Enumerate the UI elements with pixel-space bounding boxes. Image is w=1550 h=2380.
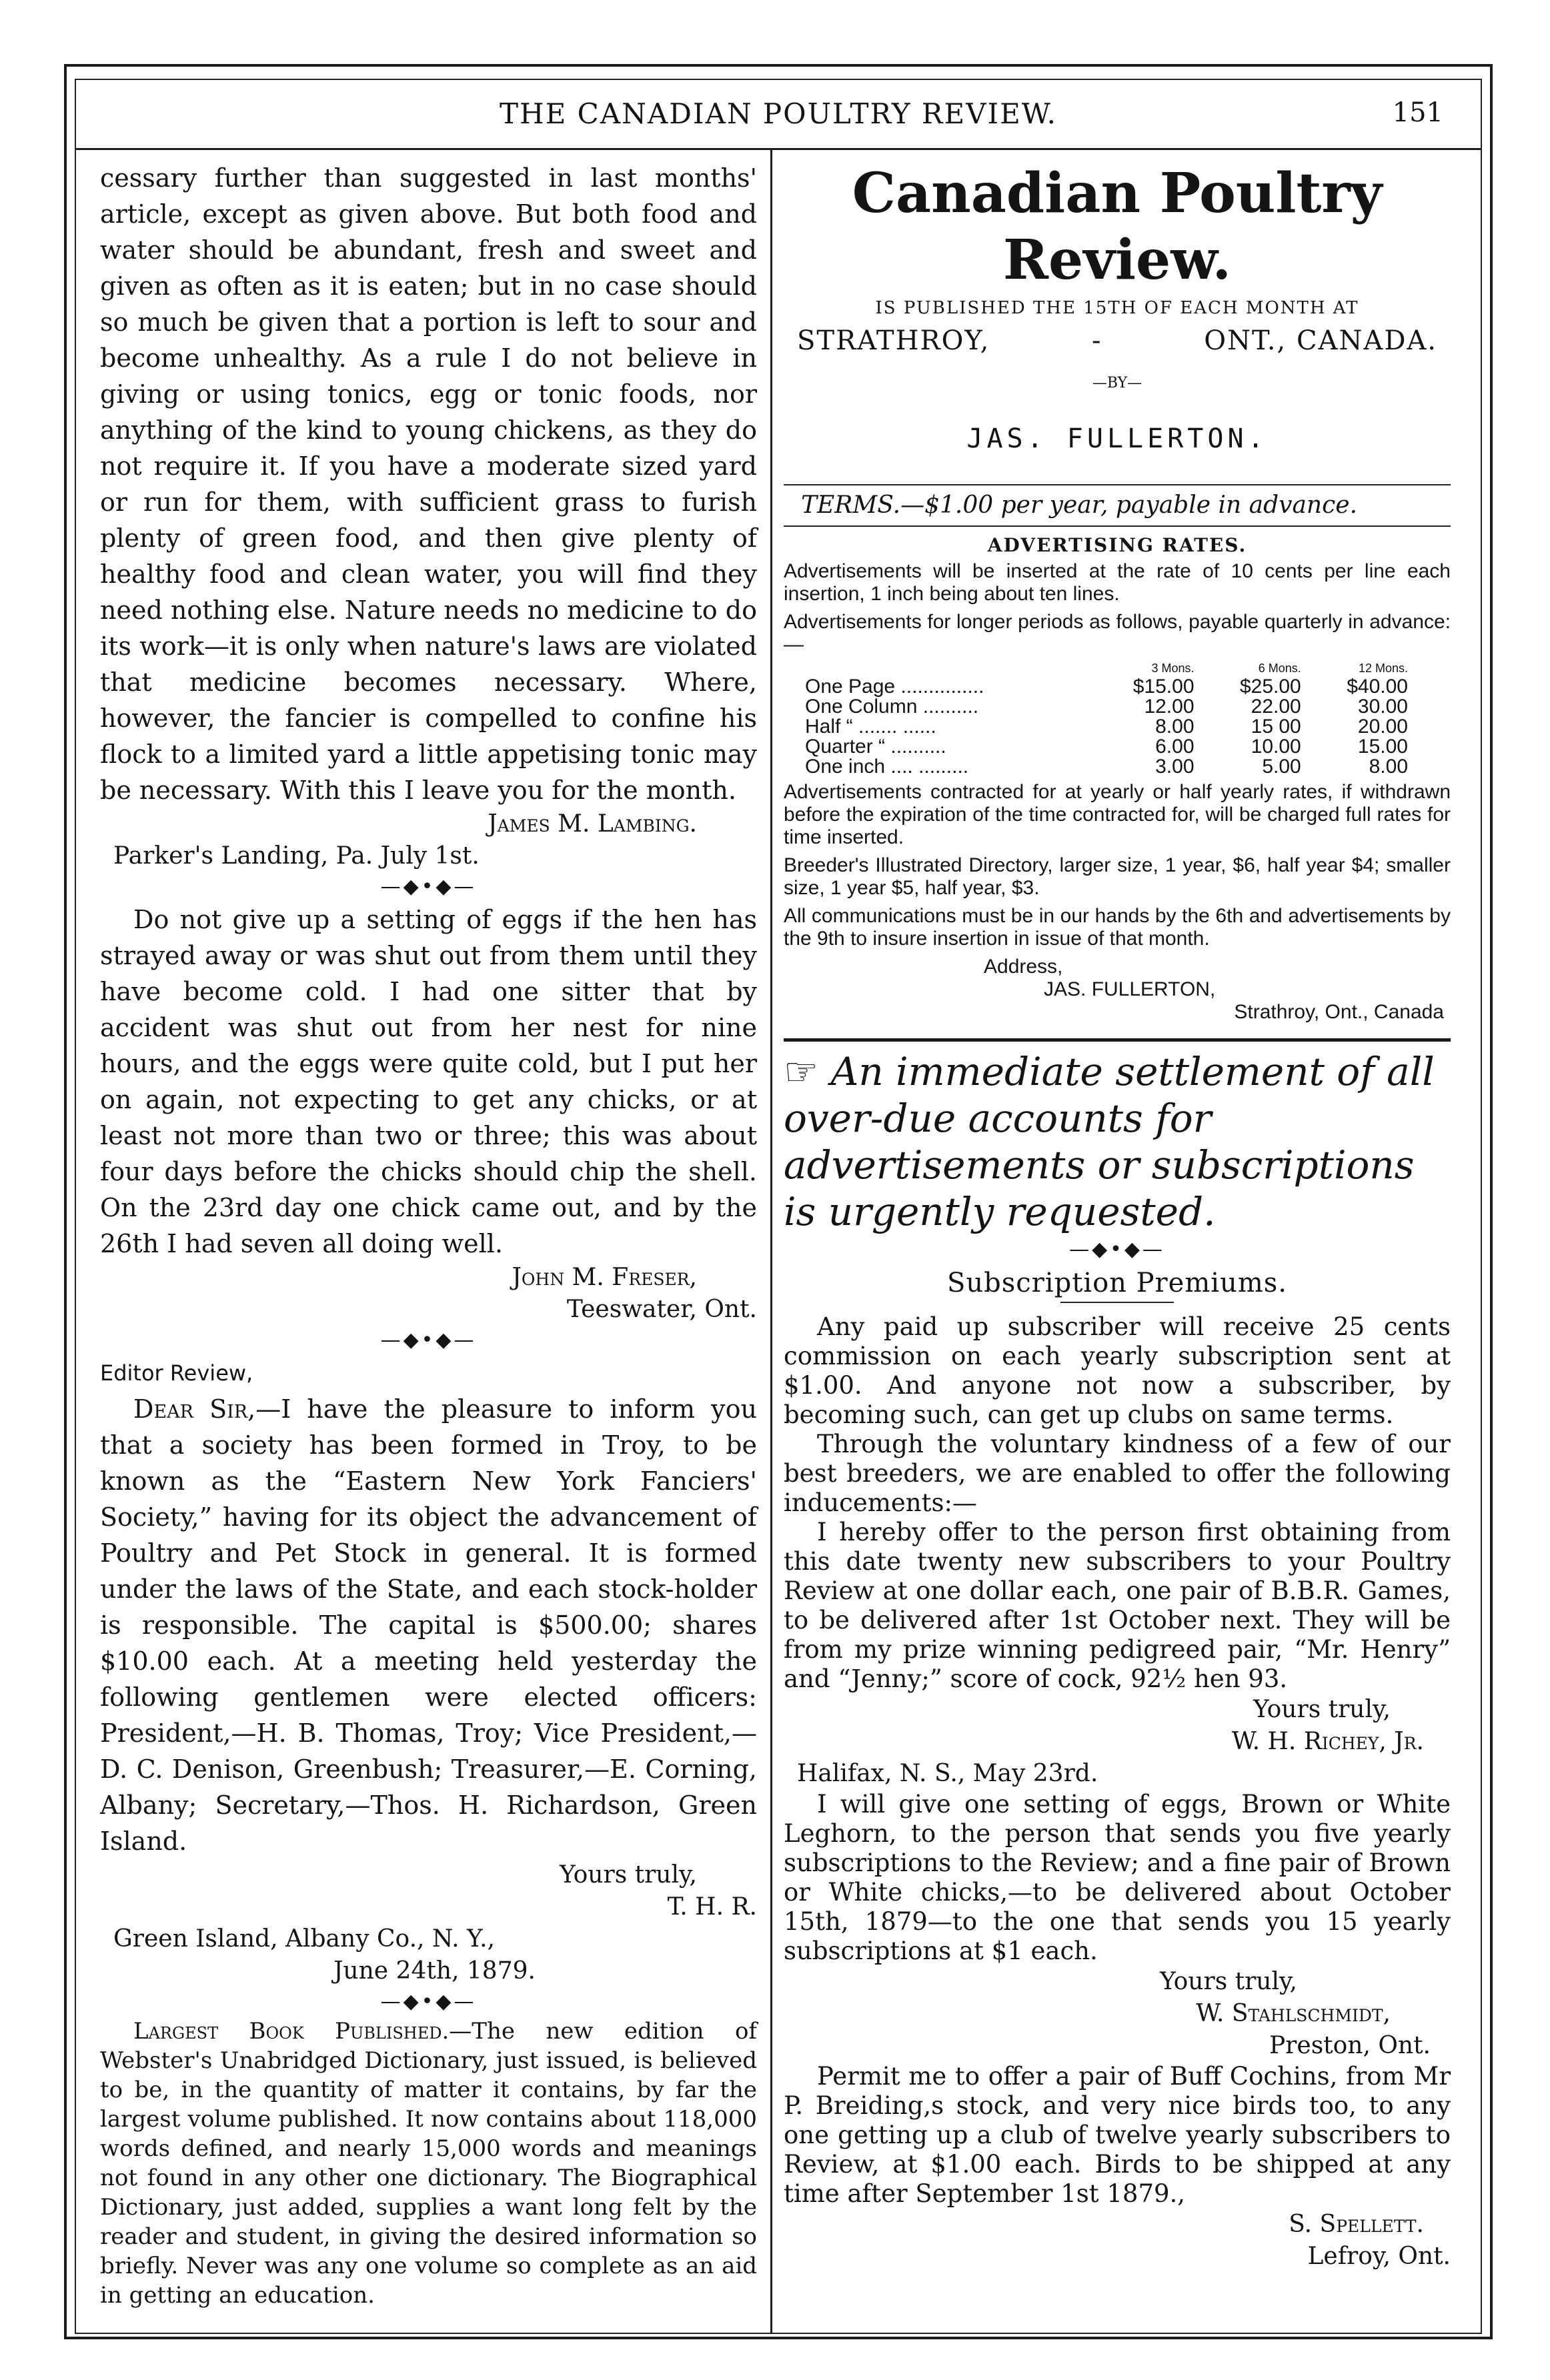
header-rule — [75, 148, 1482, 150]
article-dictionary-text — [100, 2017, 757, 2310]
rates-header-12mons: 12 Mons. — [1358, 662, 1408, 675]
masthead-published: IS PUBLISHED THE 15TH OF EACH MONTH AT — [875, 298, 1359, 318]
place-richey: Halifax, N. S., May 23rd. — [797, 1760, 1098, 1787]
terms-label: TERMS. — [801, 491, 901, 519]
signature-stahlschmidt: W. Stahlschmidt, — [1196, 2000, 1391, 2027]
rate-6mons: 15 00 — [1251, 716, 1301, 738]
rates-header-6mons: 6 Mons. — [1258, 662, 1301, 675]
left-column — [100, 160, 757, 2310]
masthead-place-dash: - — [1092, 325, 1102, 356]
column-divider — [770, 148, 772, 2334]
signature-spellett: S. Spellett. — [1289, 2211, 1424, 2238]
place-thr-line2: June 24th, 1879. — [333, 1957, 536, 1985]
address-name: JAS. FULLERTON, — [1044, 978, 1216, 1000]
premiums-para4: I will give one setting of eggs, Brown or White Leghorn, to the person that sends you five yearly subscriptions to the Review; and a fine pair of Brown or White chicks,—to be delivered about October 15th, 1879—to the one that sends you 15 yearly subscriptions at $1 each. — [784, 1790, 1451, 1965]
rate-12mons: 15.00 — [1357, 736, 1408, 758]
rates-row — [802, 737, 1416, 757]
signature-freser: John M. Freser, — [512, 1264, 697, 1291]
initials-thr: T. H. R. — [667, 1893, 757, 1921]
masthead-publisher: JAS. FULLERTON. — [966, 423, 1268, 454]
advertising-line4: Breeder's Illustrated Directory, larger size, 1 year, $6, half year $4; smaller size, 1 year $5, half year, $3. — [784, 854, 1451, 899]
terms-text: —$1.00 per year, payable in advance. — [900, 491, 1358, 519]
masthead-place-right: ONT., CANADA. — [1204, 325, 1437, 356]
rate-label: One Page — [805, 676, 896, 698]
advertising-heading: ADVERTISING RATES. — [987, 534, 1247, 556]
rates-row — [802, 697, 1416, 717]
dictionary-body: —The new edition of Webster's Unabridged Dictionary, just issued, is believed to be, in the quantity of matter it contains, by far the largest volume published. It now contains about 118,000 words defined, and nearly 15,000 words and meanings not found in any other one dictionary. The Biographical Dictionary, just added, supplies a want long felt by the reader and student, in giving the desired information so briefly. Never was any one volume so complete as an aid in getting an education. — [100, 2018, 757, 2309]
settlement-notice — [784, 1048, 1451, 1235]
rates-row-label — [802, 677, 1095, 697]
rate-label: Quarter “ — [805, 736, 886, 758]
editor-salutation: Editor Review, — [100, 1360, 253, 1386]
rate-label: One inch — [805, 756, 886, 778]
rate-12mons: 20.00 — [1357, 716, 1408, 738]
rates-row-label — [802, 757, 1095, 777]
dictionary-lead: Largest Book Published. — [133, 2018, 450, 2045]
rates-header-row — [802, 662, 1416, 677]
rate-6mons: 22.00 — [1251, 696, 1301, 718]
rate-3mons: 6.00 — [1155, 736, 1195, 758]
settlement-notice-text: An immediate settlement of all over-due accounts for advertisements or subscriptions is urgently requested. — [784, 1049, 1435, 1234]
rate-3mons: 8.00 — [1155, 716, 1195, 738]
dear-sir: Dear Sir, — [133, 1394, 256, 1424]
article-society-text — [100, 1391, 757, 1859]
terms — [784, 488, 1451, 523]
masthead-rule — [784, 484, 1451, 485]
rates-header-blank — [802, 662, 1095, 677]
article-lambing-text: cessary further than suggested in last months' article, except as given above. But both food and water should be abundant, fresh and sweet and given as often as it is eaten; but in no case should so much be given that a portion is left to sour and become unhealthy. As a rule I do not believe in giving or using tonics, egg or tonic foods, nor anything of the kind to young chickens, as they do not require it. If you have a moderate sized yard or run for them, with sufficient grass to furish plenty of green food, and then give plenty of healthy food and clean water, you will find they need nothing else. Nature needs no medicine to do its work—it is only when nature's laws are violated that medicine becomes necessary. Where, however, the fancier is compelled to confine his flock to a limited yard a little appetising tonic may be necessary. With this I leave you for the month. — [100, 163, 757, 805]
premiums-heading: Subscription Premiums. — [946, 1268, 1287, 1298]
masthead-bottom-rule — [784, 1038, 1451, 1042]
rate-6mons: 10.00 — [1251, 736, 1301, 758]
pointing-hand-icon: ☞ — [784, 1049, 818, 1094]
rate-12mons: 30.00 — [1357, 696, 1408, 718]
place-lambing: Parker's Landing, Pa. July 1st. — [113, 842, 480, 870]
rate-3mons: 3.00 — [1155, 756, 1195, 778]
rate-12mons: $40.00 — [1347, 676, 1408, 698]
closing-stahlschmidt: Yours truly, — [1160, 1968, 1297, 1995]
signature-lambing: James M. Lambing. — [488, 810, 697, 838]
rate-6mons: $25.00 — [1239, 676, 1301, 698]
leader-dots: .......... — [922, 696, 979, 718]
signature-richey: W. H. Richey, Jr. — [1231, 1728, 1424, 1755]
running-title: THE CANADIAN POULTRY REVIEW. — [500, 97, 1057, 130]
address-place: Strathroy, Ont., Canada — [1234, 1001, 1444, 1023]
premiums-para5: Permit me to offer a pair of Buff Cochins, from Mr P. Breiding,s stock, and very nice birds too, to any one getting up a club of twelve yearly subscribers to Review, at $1.00 each. Birds to be shipped at any time after September 1st 1879., — [784, 2062, 1451, 2208]
address-label: Address, — [984, 956, 1063, 978]
rate-label: One Column — [805, 696, 918, 718]
leader-dots: ............... — [900, 676, 984, 698]
place-spellett: Lefroy, Ont. — [1307, 2243, 1451, 2270]
ornament-divider: —◆•◆— — [380, 1990, 477, 2013]
rates-row-label — [802, 697, 1095, 717]
premiums-para3: I hereby offer to the person first obtaining from this date twenty new subscribers to your Poultry Review at one dollar each, one pair of B.B.R. Games, to be delivered after 1st October next. They will be from my prize winning pedigreed pair, “Mr. Henry” and “Jenny;” score of cock, 92½ hen 93. — [784, 1518, 1451, 1693]
masthead-title: Canadian Poultry Review. — [852, 161, 1383, 292]
rates-row — [802, 717, 1416, 737]
premiums-para1: Any paid up subscriber will receive 25 cents commission on each yearly subscription sent at $1.00. And anyone not now a subscriber, by becoming such, can get up clubs on same terms. — [784, 1312, 1451, 1429]
advertising-line3: Advertisements contracted for at yearly or half yearly rates, if withdrawn before the expiration of the time contracted for, will be charged full rates for time inserted. — [784, 781, 1451, 848]
leader-dots: ....... ...... — [858, 716, 936, 738]
place-stahlschmidt: Preston, Ont. — [1269, 2032, 1431, 2059]
closing-richey: Yours truly, — [1253, 1696, 1391, 1723]
premiums-para2: Through the voluntary kindness of a few of our best breeders, we are enabled to offer the following inducements:— — [784, 1430, 1451, 1517]
masthead-place — [784, 323, 1451, 359]
place-thr-line1: Green Island, Albany Co., N. Y., — [113, 1925, 495, 1953]
rate-12mons: 8.00 — [1369, 756, 1408, 778]
rates-row — [802, 677, 1416, 697]
advertising-line5: All communications must be in our hands by the 6th and advertisements by the 9th to insure insertion in issue of that month. — [784, 905, 1451, 950]
rates-table — [802, 662, 1416, 777]
closing-thr: Yours truly, — [560, 1861, 697, 1889]
society-body: —I have the pleasure to inform you that a society has been formed in Troy, to be known as the “Eastern New York Fanciers' Society,” having for its object the advancement of Poultry and Pet Stock in general. It is formed under the laws of the State, and each stock-holder is responsible. The capital is $500.00; shares $10.00 each. At a meeting held yesterday the following gentlemen were elected officers: President,—H. B. Thomas, Troy; Vice President,—D. C. Denison, Greenbush; Treasurer,—E. Corning, Albany; Secretary,—Thos. H. Richardson, Green Island. — [100, 1394, 757, 1856]
rates-row-label — [802, 717, 1095, 737]
premiums-heading-rule — [1060, 1302, 1174, 1303]
ornament-divider: —◆•◆— — [380, 1328, 477, 1352]
rates-row — [802, 757, 1416, 777]
ornament-divider: —◆•◆— — [1069, 1238, 1165, 1261]
rate-3mons: $15.00 — [1132, 676, 1195, 698]
masthead-place-left: STRATHROY, — [797, 325, 990, 356]
place-freser: Teeswater, Ont. — [566, 1296, 757, 1323]
article-freser-text: Do not give up a setting of eggs if the hen has strayed away or was shut out from them until they have become cold. I had one sitter that by accident was shut out from her nest for nine hours, and the eggs were quite cold, but I put her on again, not expecting to get any chicks, or at least not more than two or three; this was about four days before the chicks should chip the shell. On the 23rd day one chick came out, and by the 26th I had seven all doing well. — [100, 905, 757, 1258]
running-head — [75, 93, 1482, 133]
leader-dots: .... ......... — [890, 756, 969, 778]
leader-dots: .......... — [890, 736, 946, 758]
rates-header-3mons: 3 Mons. — [1151, 662, 1195, 675]
rate-3mons: 12.00 — [1144, 696, 1195, 718]
ornament-divider: —◆•◆— — [380, 875, 477, 898]
address-block — [784, 956, 1451, 1024]
terms-rule — [784, 525, 1451, 527]
advertising-line2: Advertisements for longer periods as follows, payable quarterly in advance:— — [784, 611, 1451, 656]
rate-label: Half “ — [805, 716, 853, 738]
right-column — [784, 160, 1451, 2273]
rates-row-label — [802, 737, 1095, 757]
masthead-by: —BY— — [1092, 375, 1142, 391]
page-number: 151 — [1392, 97, 1443, 128]
rate-6mons: 5.00 — [1262, 756, 1301, 778]
advertising-line1: Advertisements will be inserted at the rate of 10 cents per line each insertion, 1 inch being about ten lines. — [784, 560, 1451, 605]
